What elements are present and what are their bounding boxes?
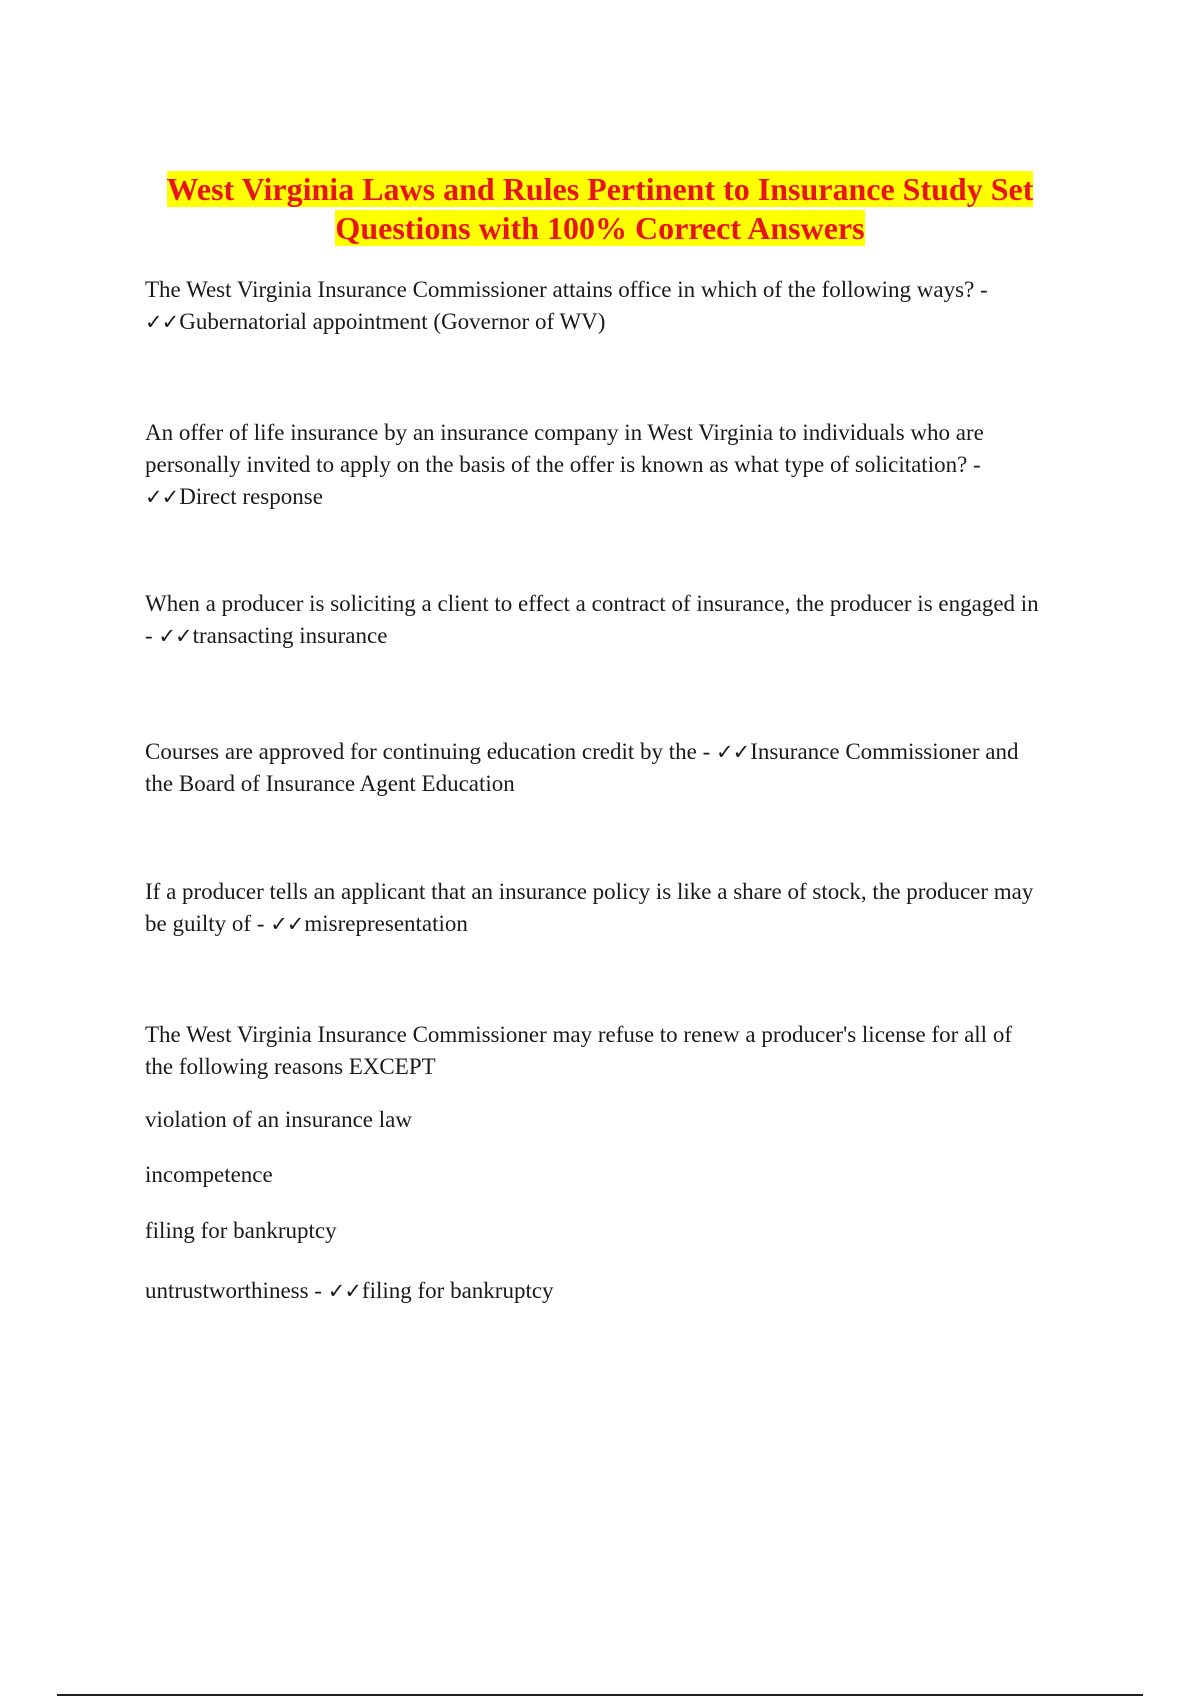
question-5-text: If a producer tells an applicant that an insurance policy is like a share of stock, the producer may be guilty of - [145,879,1034,936]
title-line-1: West Virginia Laws and Rules Pertinent to Insurance Study Set [166,171,1034,207]
option-item [145,1159,1095,1191]
question-4-text: Courses are approved for continuing education credit by the - [145,739,716,764]
answer-2-text: Direct response [179,484,323,509]
question-5 [145,876,1095,940]
question-6 [145,1019,1095,1083]
answer-4-text: Insurance Commissioner and the Board of Insurance Agent Education [145,739,1019,796]
option-4-text: untrustworthiness - [145,1278,328,1303]
option-2-text: incompetence [145,1162,273,1187]
answer-6-text: filing for bankruptcy [361,1278,554,1303]
question-2-text: An offer of life insurance by an insurance company in West Virginia to individuals who are personally invited to apply on the basis of the offer is known as what type of solicitation? - [145,420,984,477]
option-item [145,1104,1095,1136]
check-mark-icon: ✓✓ [145,310,179,334]
document-title [100,170,1100,248]
question-1-text: The West Virginia Insurance Commissioner attains office in which of the following ways? - [145,277,988,302]
option-3-text: filing for bankruptcy [145,1218,337,1243]
question-1 [145,274,1095,338]
check-mark-icon: ✓✓ [715,740,750,764]
check-mark-icon: ✓✓ [145,485,179,509]
question-2 [145,417,1095,513]
option-item [145,1215,1095,1247]
option-item [145,1275,1095,1307]
question-3 [145,588,1095,652]
title-line-2: Questions with 100% Correct Answers [335,210,865,246]
question-6-text: The West Virginia Insurance Commissioner may refuse to renew a producer's license for all of the following reasons EXCEPT [145,1022,1012,1079]
check-mark-icon: ✓✓ [158,624,192,648]
answer-1-text: Gubernatorial appointment (Governor of WV) [179,309,606,334]
question-3-text: When a producer is soliciting a client to effect a contract of insurance, the producer is engaged in - [145,591,1039,648]
question-4 [145,736,1095,800]
answer-5-text: misrepresentation [304,911,468,936]
option-1-text: violation of an insurance law [145,1107,412,1132]
check-mark-icon: ✓✓ [270,912,304,936]
check-mark-icon: ✓✓ [327,1279,361,1303]
answer-3-text: transacting insurance [192,623,388,648]
footer-divider [57,1694,1143,1696]
